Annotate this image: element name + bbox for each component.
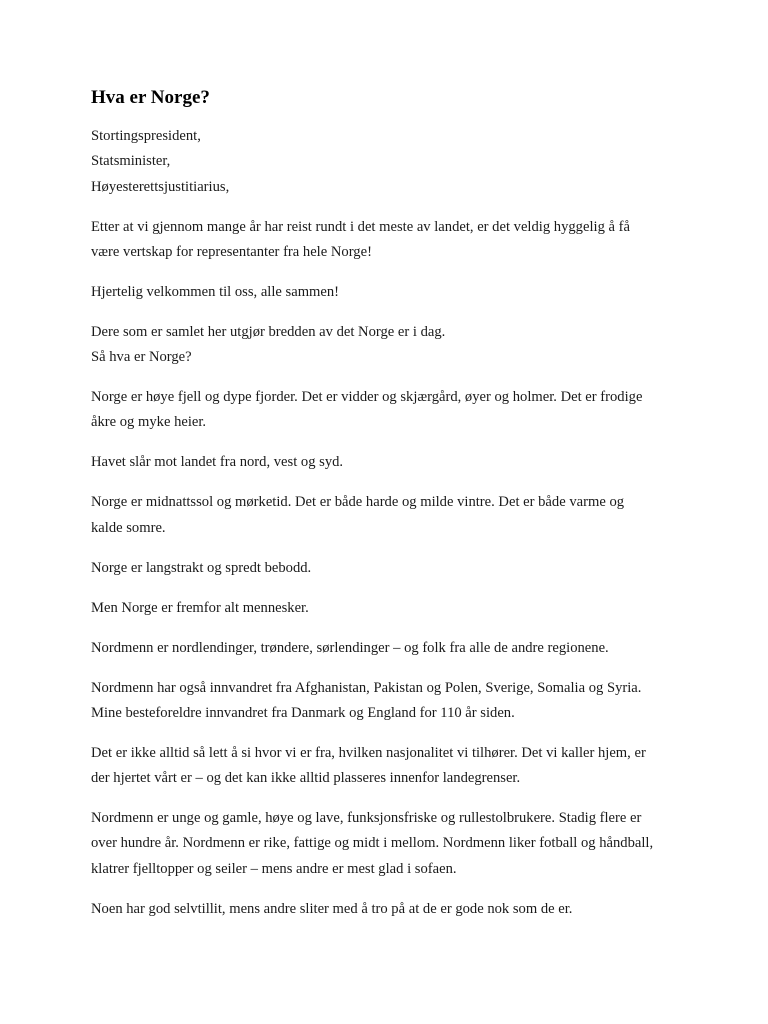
- paragraph: [91, 280, 691, 305]
- text-line: der hjertet vårt er – og det kan ikke alltid plasseres innenfor landegrenser.: [91, 770, 521, 787]
- document-title: Hva er Norge?: [91, 87, 210, 108]
- text-line: Etter at vi gjennom mange år har reist rundt i det meste av landet, er det veldig hyggelig å få: [91, 218, 630, 235]
- text-line: Dere som er samlet her utgjør bredden av det Norge er i dag.: [91, 323, 446, 340]
- text-line: Norge er midnattssol og mørketid. Det er både harde og milde vintre. Det er både varme og: [91, 494, 625, 511]
- text-line: Stortingspresident,: [91, 128, 201, 144]
- text-line: Norge er langstrakt og spredt bebodd.: [91, 559, 312, 576]
- paragraph: [91, 741, 691, 792]
- text-line: Norge er høye fjell og dype fjorder. Det er vidder og skjærgård, øyer og holmer. Det er frodige: [91, 389, 643, 406]
- text-line: Det er ikke alltid så lett å si hvor vi er fra, hvilken nasjonalitet vi tilhører. Det vi kaller hjem, er: [91, 744, 646, 761]
- paragraph: [91, 490, 691, 541]
- text-line: Statsminister,: [91, 153, 171, 170]
- paragraph-salutation: [91, 124, 691, 200]
- text-line: Havet slår mot landet fra nord, vest og syd.: [91, 454, 344, 471]
- paragraph: [91, 556, 691, 581]
- document-page: [91, 86, 691, 937]
- paragraph: [91, 215, 691, 266]
- text-line: Men Norge er fremfor alt mennesker.: [91, 599, 309, 616]
- paragraph: [91, 385, 691, 436]
- paragraph: [91, 636, 691, 661]
- text-line: Nordmenn har også innvandret fra Afghanistan, Pakistan og Polen, Sverige, Somalia og Syria.: [91, 679, 642, 696]
- text-line: Nordmenn er nordlendinger, trøndere, sørlendinger – og folk fra alle de andre regionene.: [91, 639, 609, 656]
- text-line: åkre og myke heier.: [91, 414, 207, 431]
- text-line: være vertskap for representanter fra hele Norge!: [91, 243, 372, 260]
- text-line: Mine besteforeldre innvandret fra Danmark og England for 110 år siden.: [91, 704, 515, 721]
- text-line: Noen har god selvtillit, mens andre sliter med å tro på at de er gode nok som de er.: [91, 900, 573, 917]
- paragraph: [91, 450, 691, 475]
- text-line: Så hva er Norge?: [91, 349, 192, 366]
- text-line: Høyesterettsjustitiarius,: [91, 178, 230, 195]
- text-line: kalde somre.: [91, 519, 166, 536]
- paragraph: [91, 806, 691, 882]
- paragraph: [91, 596, 691, 621]
- text-line: Hjertelig velkommen til oss, alle sammen!: [91, 283, 340, 300]
- paragraph: [91, 676, 691, 727]
- paragraph: [91, 897, 691, 922]
- text-line: over hundre år. Nordmenn er rike, fattige og midt i mellom. Nordmenn liker fotball og håndball,: [91, 835, 654, 852]
- paragraph: [91, 320, 691, 371]
- text-line: klatrer fjelltopper og seiler – mens andre er mest glad i sofaen.: [91, 860, 457, 877]
- text-line: Nordmenn er unge og gamle, høye og lave, funksjonsfriske og rullestolbrukere. Stadig flere er: [91, 810, 642, 827]
